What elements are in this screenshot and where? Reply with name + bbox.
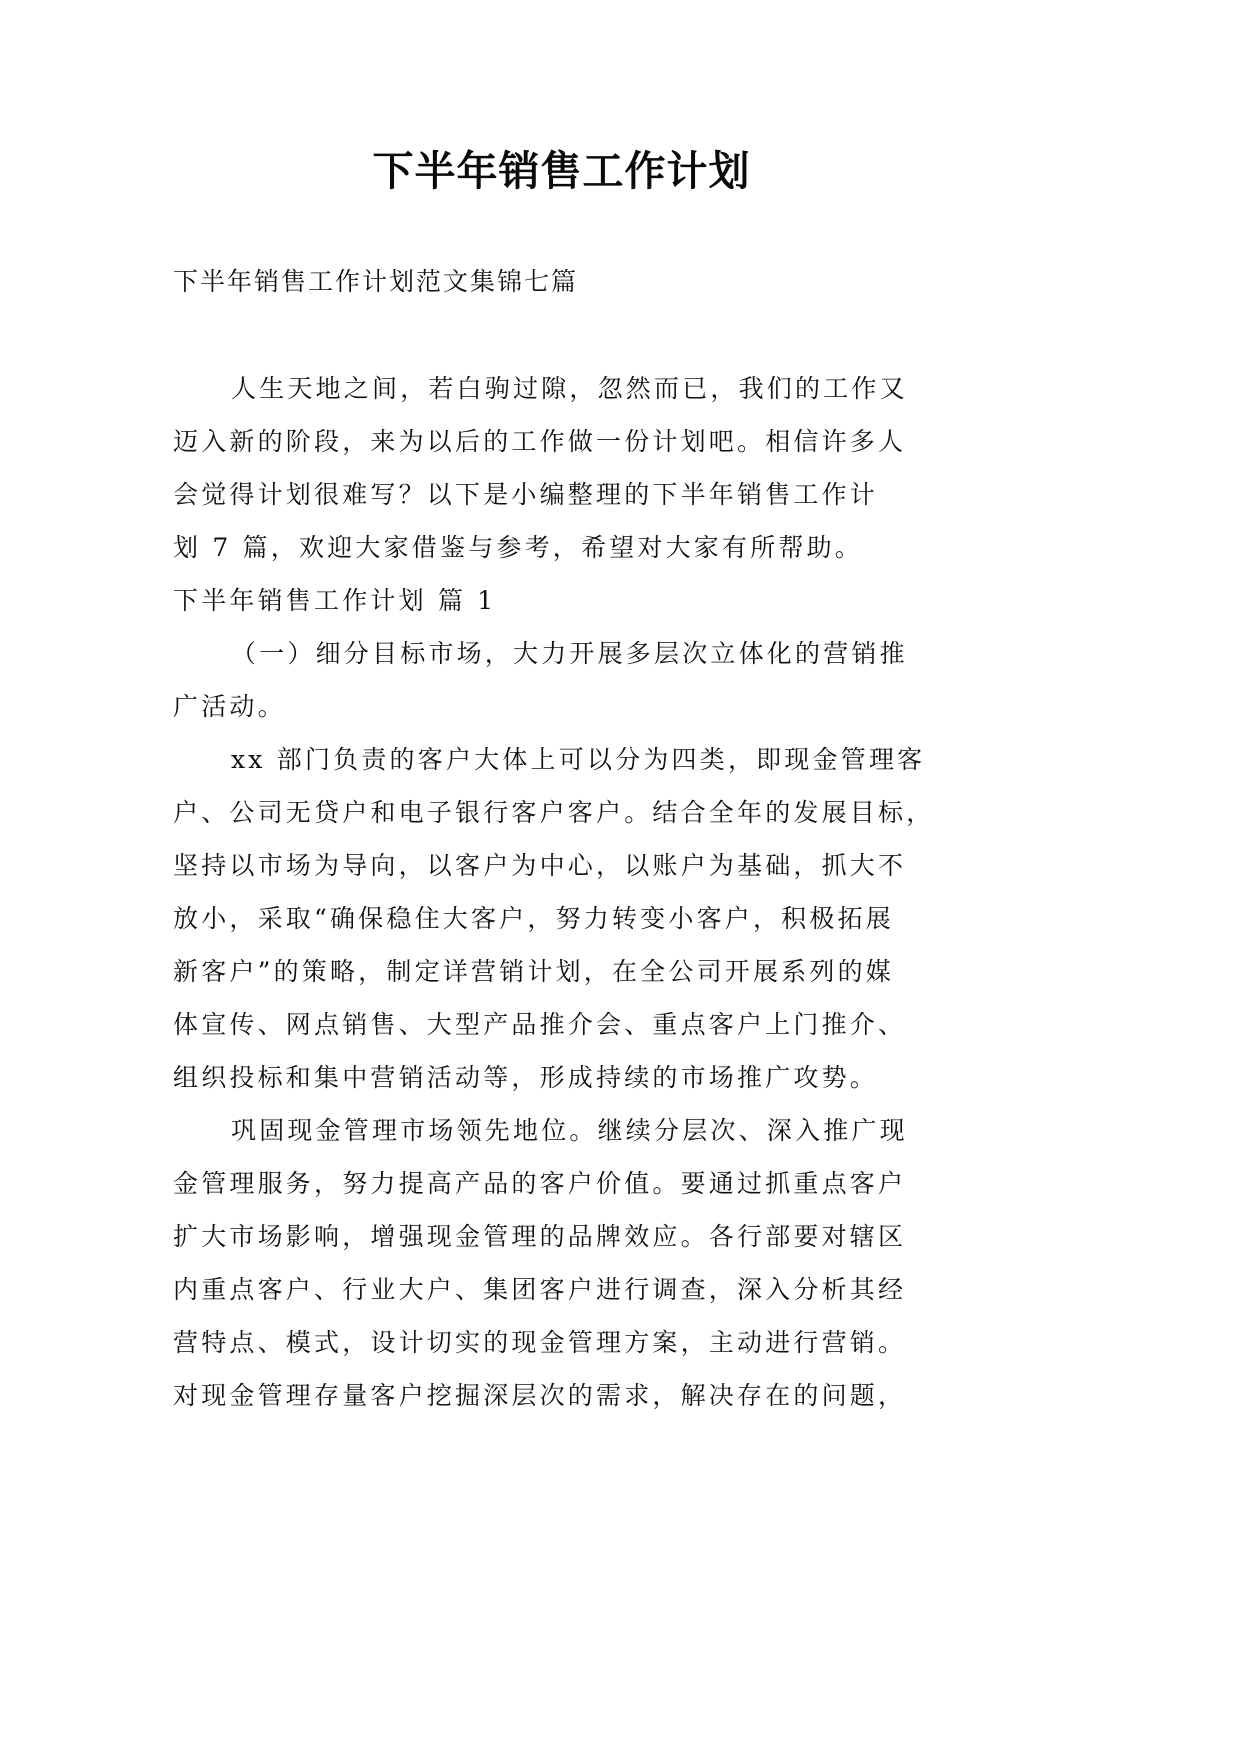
document-title: 下半年销售工作计划 bbox=[372, 147, 751, 195]
text-line: 内重点客户、行业大户、集团客户进行调查，深入分析其经 bbox=[173, 1275, 907, 1304]
text-line: 新客户”的策略，制定详营销计划，在全公司开展系列的媒 bbox=[173, 957, 894, 986]
text-line: 户、公司无贷户和电子银行客户客户。结合全年的发展目标， bbox=[173, 798, 935, 827]
text-line: 会觉得计划很难写？以下是小编整理的下半年销售工作计 bbox=[173, 480, 879, 509]
text-line: 坚持以市场为导向，以客户为中心，以账户为基础，抓大不 bbox=[173, 851, 907, 880]
text-line: 对现金管理存量客户挖掘深层次的需求，解决存在的问题， bbox=[173, 1381, 907, 1410]
section-heading: 下半年销售工作计划 篇 1 bbox=[173, 586, 497, 615]
document-body bbox=[173, 362, 943, 1422]
text-line: 人生天地之间，若白驹过隙，忽然而已，我们的工作又 bbox=[231, 374, 908, 403]
text-line: xx 部门负责的客户大体上可以分为四类，即现金管理客 bbox=[231, 745, 926, 774]
text-line: 迈入新的阶段，来为以后的工作做一份计划吧。相信许多人 bbox=[173, 427, 907, 456]
text-line: 扩大市场影响，增强现金管理的品牌效应。各行部要对辖区 bbox=[173, 1222, 907, 1251]
text-line: 体宣传、网点销售、大型产品推介会、重点客户上门推介、 bbox=[173, 1010, 907, 1039]
text-line: 金管理服务，努力提高产品的客户价值。要通过抓重点客户 bbox=[173, 1169, 907, 1198]
document-subtitle: 下半年销售工作计划范文集锦七篇 bbox=[173, 267, 579, 296]
text-line: （一）细分目标市场，大力开展多层次立体化的营销推 bbox=[231, 639, 908, 668]
text-line: 营特点、模式，设计切实的现金管理方案，主动进行营销。 bbox=[173, 1328, 907, 1357]
text-line: 划 7 篇，欢迎大家借鉴与参考，希望对大家有所帮助。 bbox=[173, 533, 864, 562]
text-line: 广活动。 bbox=[173, 692, 286, 721]
text-line: 巩固现金管理市场领先地位。继续分层次、深入推广现 bbox=[231, 1116, 908, 1145]
text-line: 组织投标和集中营销活动等，形成持续的市场推广攻势。 bbox=[173, 1063, 879, 1092]
text-line: 放小，采取“确保稳住大客户，努力转变小客户，积极拓展 bbox=[173, 904, 894, 933]
